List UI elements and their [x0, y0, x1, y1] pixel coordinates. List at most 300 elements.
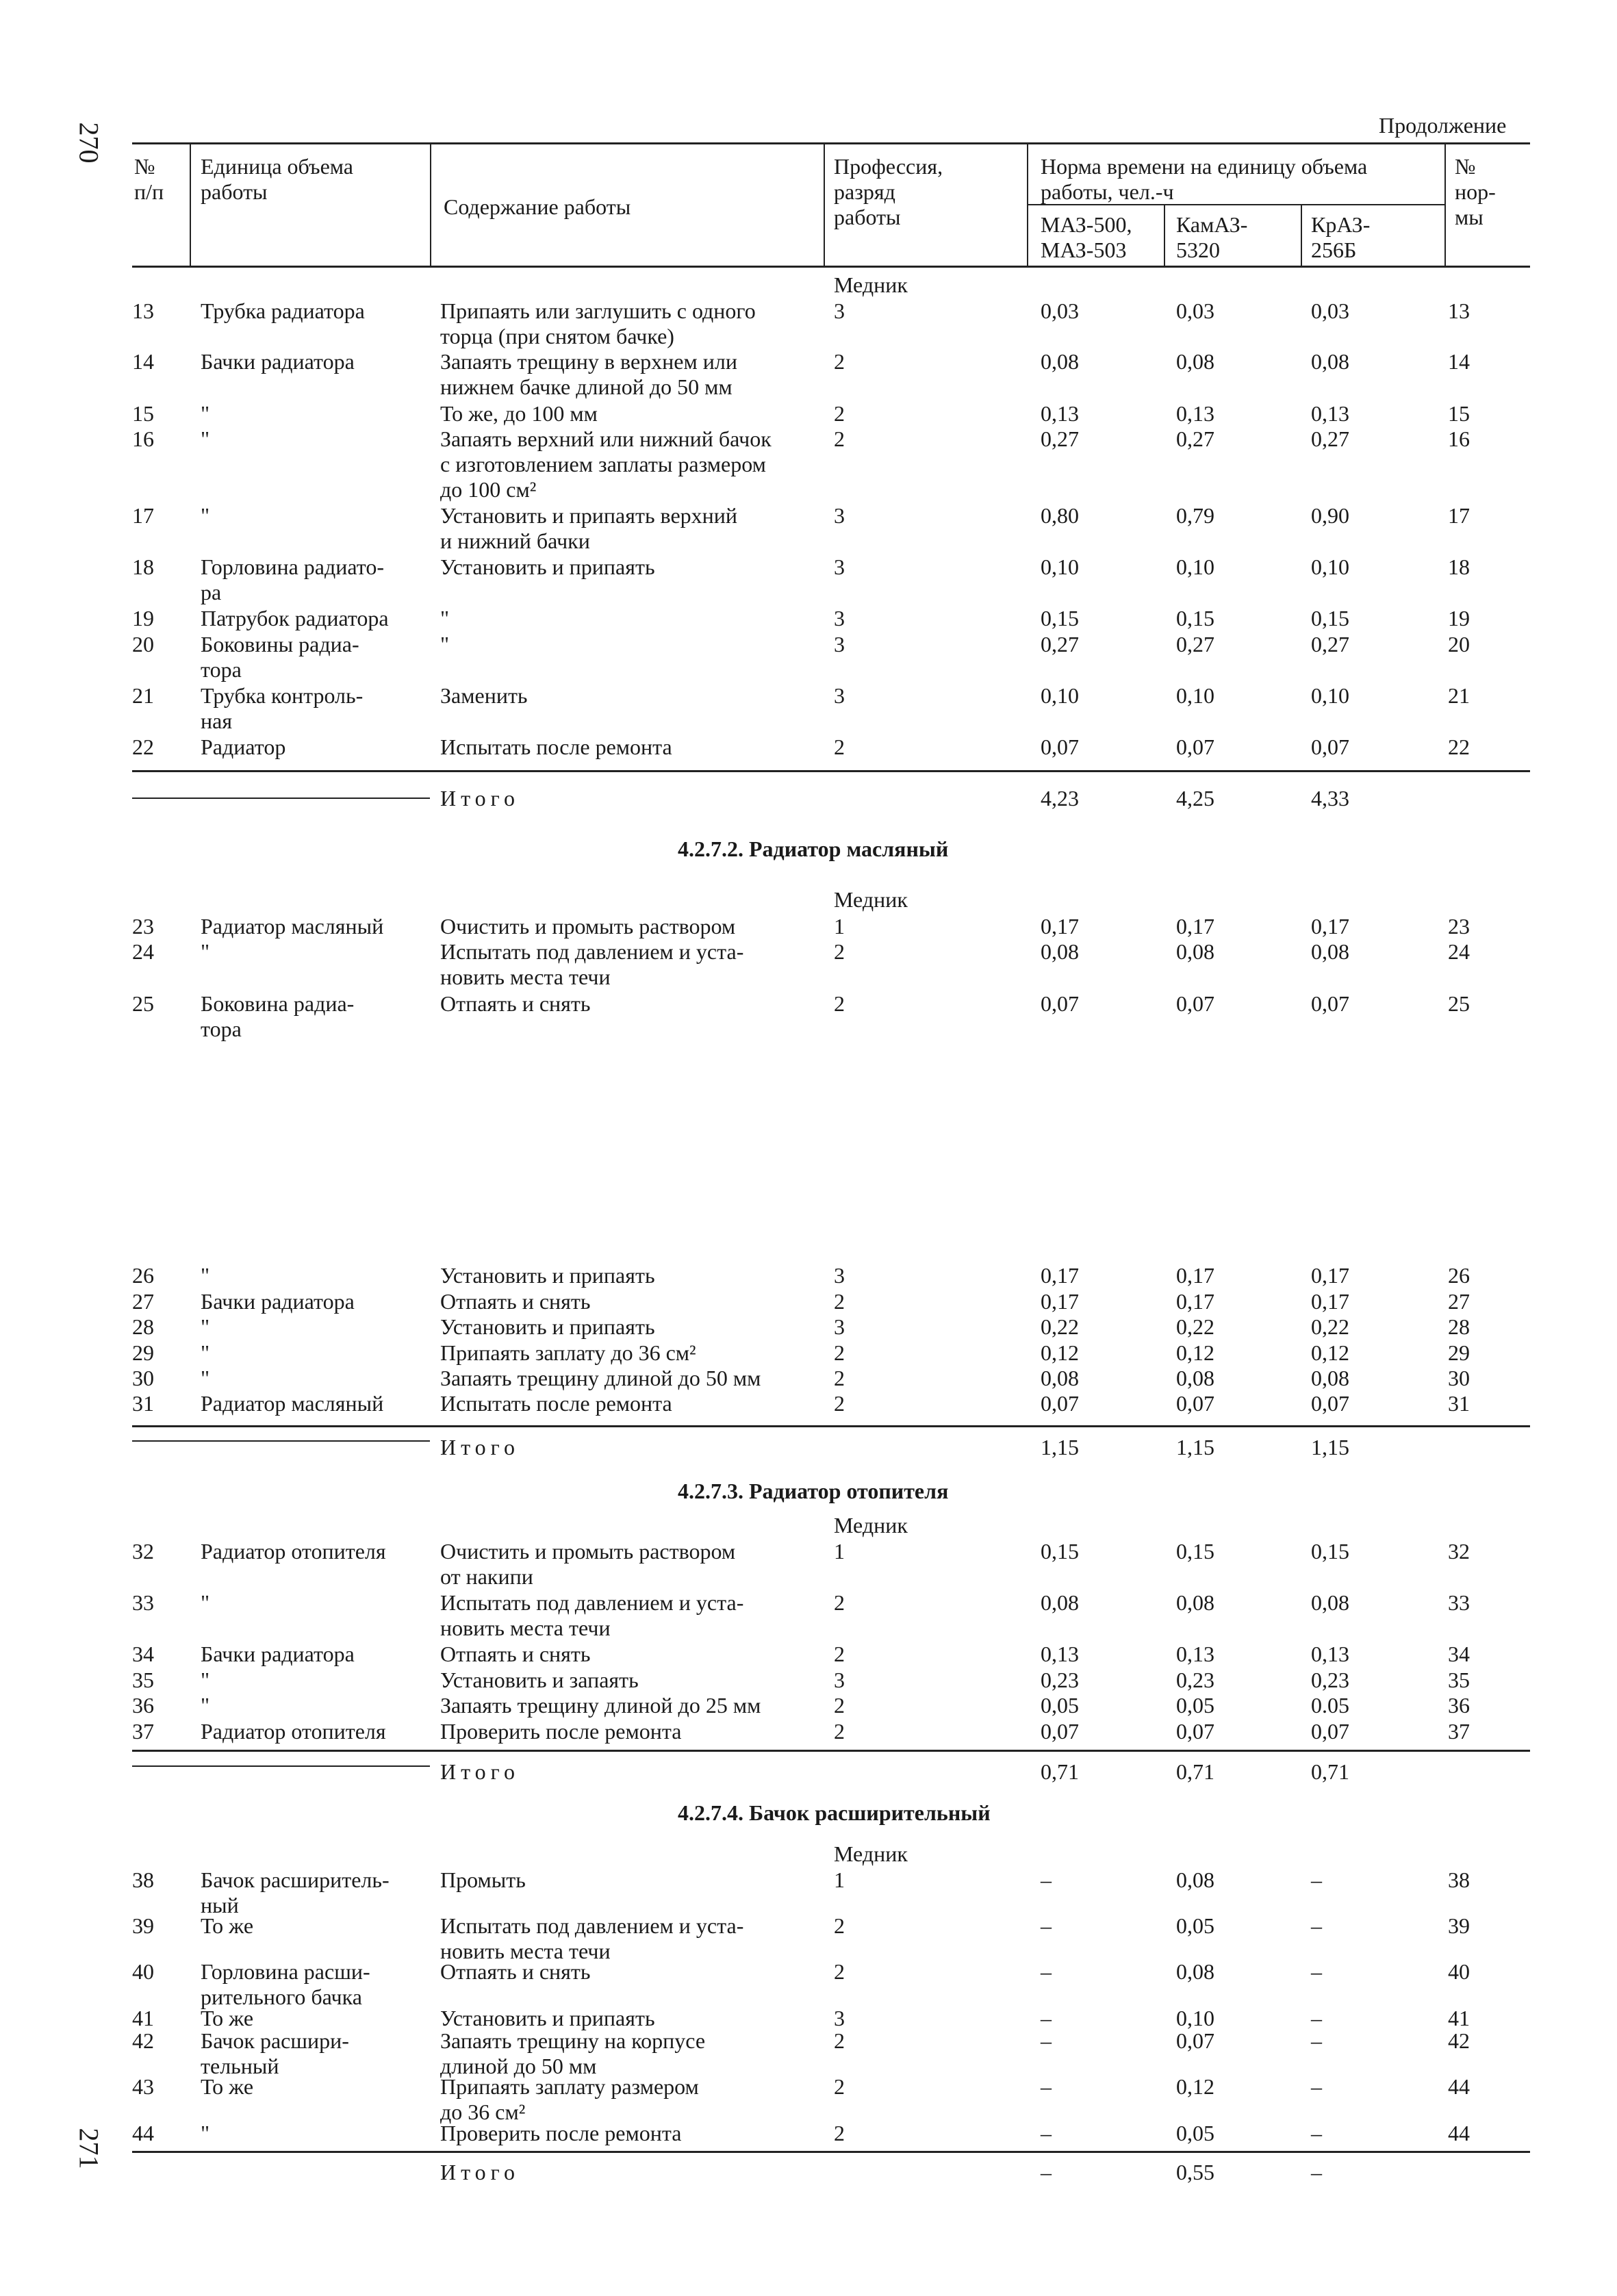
row-unit: рительного бачка: [201, 1985, 362, 2009]
row-norm-number: 26: [1448, 1263, 1470, 1288]
row-grade: 1: [834, 1867, 845, 1892]
row-unit: ": [201, 1314, 210, 1339]
total-kraz: 0,71: [1311, 1759, 1349, 1784]
row-number: 20: [132, 632, 154, 656]
row-grade: 2: [834, 2028, 845, 2053]
rule-line: [132, 1750, 1530, 1752]
row-maz: 0,17: [1041, 1289, 1079, 1314]
row-unit: ": [201, 426, 210, 451]
row-norm-number: 21: [1448, 683, 1470, 708]
header-norm-number: нор-: [1455, 179, 1496, 204]
rule-line: [132, 266, 1530, 268]
header-kamaz: КамАЗ-: [1176, 212, 1248, 237]
row-norm-number: 19: [1448, 606, 1470, 630]
profession-label: Медник: [834, 887, 908, 912]
row-unit: То же: [201, 1913, 254, 1938]
rule-line: [132, 2151, 1530, 2153]
row-unit: ": [201, 1693, 210, 1718]
row-norm-number: 36: [1448, 1693, 1470, 1718]
row-norm-number: 18: [1448, 554, 1470, 579]
row-number: 41: [132, 2006, 154, 2030]
row-kraz: 0,22: [1311, 1314, 1349, 1339]
row-number: 14: [132, 349, 154, 374]
row-kamaz: 0,08: [1176, 349, 1214, 374]
row-kraz: 0,07: [1311, 1719, 1349, 1744]
row-kamaz: 0,17: [1176, 1289, 1214, 1314]
row-kraz: –: [1311, 2028, 1322, 2053]
row-work: Проверить после ремонта: [440, 2121, 682, 2145]
row-maz: 0,08: [1041, 1366, 1079, 1390]
row-number: 44: [132, 2121, 154, 2145]
row-grade: 2: [834, 1391, 845, 1416]
header-maz: МАЗ-500,: [1041, 212, 1132, 237]
row-maz: 0,27: [1041, 632, 1079, 656]
total-kraz: 1,15: [1311, 1435, 1349, 1459]
row-kamaz: 0,27: [1176, 632, 1214, 656]
row-kraz: 0,15: [1311, 1539, 1349, 1564]
row-norm-number: 22: [1448, 735, 1470, 759]
total-kraz: 4,33: [1311, 786, 1349, 811]
total-kraz: –: [1311, 2160, 1322, 2184]
row-work: Установить и запаять: [440, 1668, 639, 1692]
row-number: 38: [132, 1867, 154, 1892]
page-number-top: 270: [73, 122, 105, 164]
row-kraz: –: [1311, 2006, 1322, 2030]
row-work: Испытать под давлением и уста-: [440, 939, 744, 964]
row-maz: 0,23: [1041, 1668, 1079, 1692]
header-num: №: [134, 154, 155, 179]
row-work: Очистить и промыть раствором: [440, 914, 736, 939]
row-maz: 0,12: [1041, 1340, 1079, 1365]
row-kraz: 0,10: [1311, 554, 1349, 579]
row-norm-number: 14: [1448, 349, 1470, 374]
row-norm-number: 38: [1448, 1867, 1470, 1892]
header-num: п/п: [134, 179, 164, 204]
row-maz: 0,17: [1041, 914, 1079, 939]
row-kraz: 0.05: [1311, 1693, 1349, 1718]
row-grade: 3: [834, 2006, 845, 2030]
row-grade: 2: [834, 1590, 845, 1615]
row-kraz: 0,08: [1311, 349, 1349, 374]
row-grade: 2: [834, 1959, 845, 1984]
row-grade: 2: [834, 1289, 845, 1314]
row-kraz: 0,17: [1311, 914, 1349, 939]
column-divider: [1301, 205, 1302, 266]
row-unit: ": [201, 503, 210, 528]
row-kraz: 0,90: [1311, 503, 1349, 528]
row-unit: тора: [201, 657, 242, 682]
row-kamaz: 0,08: [1176, 1959, 1214, 1984]
row-work: Установить и припаять: [440, 554, 655, 579]
row-kamaz: 0,07: [1176, 1719, 1214, 1744]
row-work: новить места течи: [440, 965, 611, 989]
row-maz: 0,80: [1041, 503, 1079, 528]
section-title: 4.2.7.3. Радиатор отопителя: [678, 1479, 949, 1503]
row-number: 28: [132, 1314, 154, 1339]
header-profession: работы: [834, 205, 901, 229]
row-grade: 3: [834, 554, 845, 579]
row-norm-number: 24: [1448, 939, 1470, 964]
row-unit: То же: [201, 2006, 254, 2030]
row-work: и нижний бачки: [440, 528, 590, 553]
row-number: 43: [132, 2074, 154, 2099]
row-work: Испытать после ремонта: [440, 735, 672, 759]
row-kraz: 0,07: [1311, 1391, 1349, 1416]
row-grade: 2: [834, 939, 845, 964]
row-work: Запаять трещину на корпусе: [440, 2028, 706, 2053]
row-work: Установить и припаять: [440, 2006, 655, 2030]
header-kraz: КрАЗ-: [1311, 212, 1371, 237]
profession-label: Медник: [834, 272, 908, 297]
row-work: торца (при снятом бачке): [440, 324, 674, 348]
rule-line: [132, 798, 430, 799]
row-grade: 3: [834, 1263, 845, 1288]
row-work: Припаять заплату до 36 см²: [440, 1340, 696, 1365]
row-grade: 1: [834, 1539, 845, 1564]
row-norm-number: 44: [1448, 2121, 1470, 2145]
row-unit: Бачки радиатора: [201, 349, 355, 374]
row-unit: Боковина радиа-: [201, 991, 355, 1016]
row-maz: –: [1041, 1913, 1052, 1938]
row-grade: 2: [834, 2121, 845, 2145]
row-grade: 3: [834, 683, 845, 708]
total-kamaz: 0,55: [1176, 2160, 1214, 2184]
row-work: Припаять заплату размером: [440, 2074, 699, 2099]
row-kraz: 0,12: [1311, 1340, 1349, 1365]
row-maz: 0,15: [1041, 1539, 1079, 1564]
row-maz: 0,13: [1041, 401, 1079, 426]
row-kamaz: 0,12: [1176, 1340, 1214, 1365]
row-maz: –: [1041, 2074, 1052, 2099]
row-kamaz: 0,15: [1176, 606, 1214, 630]
row-number: 32: [132, 1539, 154, 1564]
header-content: Содержание работы: [444, 194, 631, 219]
row-grade: 2: [834, 735, 845, 759]
row-unit: Боковины радиа-: [201, 632, 359, 656]
row-kraz: 0,08: [1311, 939, 1349, 964]
row-norm-number: 30: [1448, 1366, 1470, 1390]
row-maz: 0,17: [1041, 1263, 1079, 1288]
row-work: нижнем бачке длиной до 50 мм: [440, 374, 733, 399]
row-grade: 1: [834, 914, 845, 939]
row-kraz: 0,17: [1311, 1289, 1349, 1314]
total-maz: 4,23: [1041, 786, 1079, 811]
row-work: Заменить: [440, 683, 528, 708]
row-maz: 0,22: [1041, 1314, 1079, 1339]
header-norm-number: №: [1455, 154, 1476, 179]
row-maz: 0,13: [1041, 1642, 1079, 1666]
row-number: 37: [132, 1719, 154, 1744]
row-kraz: 0,17: [1311, 1263, 1349, 1288]
total-kamaz: 0,71: [1176, 1759, 1214, 1784]
row-kamaz: 0,27: [1176, 426, 1214, 451]
row-unit: Горловина расши-: [201, 1959, 370, 1984]
row-kamaz: 0,17: [1176, 914, 1214, 939]
row-maz: 0,07: [1041, 1391, 1079, 1416]
row-work: Испытать после ремонта: [440, 1391, 672, 1416]
row-unit: тора: [201, 1017, 242, 1041]
rule-line: [132, 1440, 430, 1442]
row-unit: ": [201, 1263, 210, 1288]
row-kraz: 0,08: [1311, 1590, 1349, 1615]
row-norm-number: 28: [1448, 1314, 1470, 1339]
row-kraz: 0,23: [1311, 1668, 1349, 1692]
row-norm-number: 34: [1448, 1642, 1470, 1666]
row-number: 25: [132, 991, 154, 1016]
row-maz: –: [1041, 1867, 1052, 1892]
page-number-bottom: 271: [73, 2128, 105, 2169]
row-number: 18: [132, 554, 154, 579]
row-work: новить места течи: [440, 1616, 611, 1640]
row-number: 19: [132, 606, 154, 630]
row-unit: Трубка контроль-: [201, 683, 364, 708]
header-kraz: 256Б: [1311, 238, 1357, 262]
row-grade: 3: [834, 606, 845, 630]
row-work: Отпаять и снять: [440, 1642, 591, 1666]
row-kamaz: 0,08: [1176, 1590, 1214, 1615]
row-grade: 2: [834, 401, 845, 426]
total-maz: –: [1041, 2160, 1052, 2184]
row-kamaz: 0,07: [1176, 2028, 1214, 2053]
row-work: Очистить и промыть раствором: [440, 1539, 736, 1564]
row-work: Запаять трещину длиной до 25 мм: [440, 1693, 761, 1718]
row-work: до 100 см²: [440, 477, 537, 502]
row-unit: Патрубок радиатора: [201, 606, 389, 630]
row-unit: ": [201, 401, 210, 426]
column-divider: [430, 142, 431, 266]
row-maz: –: [1041, 2028, 1052, 2053]
row-number: 23: [132, 914, 154, 939]
column-divider: [1444, 142, 1446, 266]
row-unit: Горловина радиато-: [201, 554, 384, 579]
row-number: 15: [132, 401, 154, 426]
row-unit: ": [201, 2121, 210, 2145]
row-unit: Радиатор отопителя: [201, 1719, 386, 1744]
row-kraz: 0,10: [1311, 683, 1349, 708]
row-number: 42: [132, 2028, 154, 2053]
row-grade: 3: [834, 503, 845, 528]
row-work: Проверить после ремонта: [440, 1719, 682, 1744]
row-kamaz: 0,08: [1176, 1366, 1214, 1390]
row-kamaz: 0,17: [1176, 1263, 1214, 1288]
row-norm-number: 44: [1448, 2074, 1470, 2099]
header-unit: работы: [201, 179, 268, 204]
row-grade: 2: [834, 1719, 845, 1744]
row-unit: ": [201, 1668, 210, 1692]
row-work: Испытать под давлением и уста-: [440, 1913, 744, 1938]
row-kamaz: 0,08: [1176, 1867, 1214, 1892]
row-work: Запаять трещину длиной до 50 мм: [440, 1366, 761, 1390]
row-maz: 0,03: [1041, 298, 1079, 323]
row-kamaz: 0,08: [1176, 939, 1214, 964]
row-unit: ": [201, 1590, 210, 1615]
row-norm-number: 27: [1448, 1289, 1470, 1314]
total-kamaz: 4,25: [1176, 786, 1214, 811]
row-kraz: 0,07: [1311, 991, 1349, 1016]
row-work: до 36 см²: [440, 2100, 526, 2124]
row-maz: –: [1041, 2121, 1052, 2145]
total-maz: 1,15: [1041, 1435, 1079, 1459]
row-work: Установить и припаять верхний: [440, 503, 738, 528]
row-number: 30: [132, 1366, 154, 1390]
row-work: Установить и припаять: [440, 1314, 655, 1339]
row-norm-number: 32: [1448, 1539, 1470, 1564]
row-number: 31: [132, 1391, 154, 1416]
row-norm-number: 13: [1448, 298, 1470, 323]
header-profession: разряд: [834, 179, 895, 204]
row-number: 22: [132, 735, 154, 759]
total-kamaz: 1,15: [1176, 1435, 1214, 1459]
continuation-label: Продолжение: [1379, 113, 1507, 138]
row-work: длиной до 50 мм: [440, 2054, 597, 2078]
row-norm-number: 20: [1448, 632, 1470, 656]
row-kamaz: 0,10: [1176, 683, 1214, 708]
row-norm-number: 37: [1448, 1719, 1470, 1744]
row-maz: 0,15: [1041, 606, 1079, 630]
total-label: Итого: [440, 1759, 520, 1784]
row-norm-number: 16: [1448, 426, 1470, 451]
row-grade: 2: [834, 1340, 845, 1365]
row-unit: Бачки радиатора: [201, 1642, 355, 1666]
row-norm-number: 40: [1448, 1959, 1470, 1984]
row-grade: 3: [834, 298, 845, 323]
profession-label: Медник: [834, 1513, 908, 1538]
row-kamaz: 0,13: [1176, 401, 1214, 426]
row-number: 16: [132, 426, 154, 451]
row-work: Промыть: [440, 1867, 526, 1892]
row-work: Отпаять и снять: [440, 991, 591, 1016]
row-kamaz: 0,22: [1176, 1314, 1214, 1339]
row-unit: Бачки радиатора: [201, 1289, 355, 1314]
row-kamaz: 0,07: [1176, 991, 1214, 1016]
row-unit: Трубка радиатора: [201, 298, 365, 323]
profession-label: Медник: [834, 1841, 908, 1866]
row-kamaz: 0,05: [1176, 1693, 1214, 1718]
total-maz: 0,71: [1041, 1759, 1079, 1784]
row-unit: То же: [201, 2074, 254, 2099]
total-label: Итого: [440, 1435, 520, 1459]
row-norm-number: 17: [1448, 503, 1470, 528]
row-grade: 2: [834, 2074, 845, 2099]
row-maz: 0,05: [1041, 1693, 1079, 1718]
row-work: с изготовлением заплаты размером: [440, 452, 766, 476]
row-unit: ный: [201, 1893, 239, 1917]
row-grade: 3: [834, 632, 845, 656]
total-label: Итого: [440, 2160, 520, 2184]
row-unit: Радиатор: [201, 735, 286, 759]
row-norm-number: 31: [1448, 1391, 1470, 1416]
row-work: Отпаять и снять: [440, 1959, 591, 1984]
row-work: Установить и припаять: [440, 1263, 655, 1288]
section-title: 4.2.7.4. Бачок расширительный: [678, 1800, 991, 1825]
row-work: ": [440, 632, 450, 656]
column-divider: [1164, 205, 1165, 266]
row-maz: 0,08: [1041, 349, 1079, 374]
row-unit: тельный: [201, 2054, 279, 2078]
section-title: 4.2.7.2. Радиатор масляный: [678, 837, 949, 861]
row-kraz: 0,13: [1311, 401, 1349, 426]
row-kamaz: 0,15: [1176, 1539, 1214, 1564]
row-kraz: –: [1311, 2074, 1322, 2099]
row-grade: 3: [834, 1668, 845, 1692]
row-number: 39: [132, 1913, 154, 1938]
row-number: 27: [132, 1289, 154, 1314]
row-work: Запаять трещину в верхнем или: [440, 349, 737, 374]
rule-line: [132, 1765, 430, 1767]
row-number: 40: [132, 1959, 154, 1984]
row-kraz: 0,07: [1311, 735, 1349, 759]
header-kamaz: 5320: [1176, 238, 1220, 262]
row-norm-number: 15: [1448, 401, 1470, 426]
row-number: 29: [132, 1340, 154, 1365]
row-kraz: –: [1311, 2121, 1322, 2145]
header-norm-number: мы: [1455, 205, 1484, 229]
row-maz: 0,08: [1041, 939, 1079, 964]
row-grade: 2: [834, 1913, 845, 1938]
row-unit: ": [201, 939, 210, 964]
row-kamaz: 0,07: [1176, 735, 1214, 759]
row-work: Отпаять и снять: [440, 1289, 591, 1314]
row-number: 34: [132, 1642, 154, 1666]
row-kamaz: 0,23: [1176, 1668, 1214, 1692]
row-kamaz: 0,05: [1176, 2121, 1214, 2145]
row-unit: ": [201, 1366, 210, 1390]
row-kamaz: 0,12: [1176, 2074, 1214, 2099]
row-maz: 0,27: [1041, 426, 1079, 451]
rule-line: [132, 142, 1530, 144]
row-maz: –: [1041, 1959, 1052, 1984]
row-number: 35: [132, 1668, 154, 1692]
row-unit: Радиатор масляный: [201, 1391, 384, 1416]
row-kamaz: 0,03: [1176, 298, 1214, 323]
row-number: 17: [132, 503, 154, 528]
rule-line: [132, 1425, 1530, 1427]
header-profession: Профессия,: [834, 154, 943, 179]
row-kraz: 0,03: [1311, 298, 1349, 323]
row-work: То же, до 100 мм: [440, 401, 598, 426]
row-work: Запаять верхний или нижний бачок: [440, 426, 772, 451]
row-norm-number: 35: [1448, 1668, 1470, 1692]
row-kraz: 0,08: [1311, 1366, 1349, 1390]
row-maz: 0,10: [1041, 683, 1079, 708]
row-number: 21: [132, 683, 154, 708]
row-work: Испытать под давлением и уста-: [440, 1590, 744, 1615]
total-label: Итого: [440, 786, 520, 811]
column-divider: [824, 142, 825, 266]
row-number: 26: [132, 1263, 154, 1288]
row-unit: ": [201, 1340, 210, 1365]
row-kamaz: 0,10: [1176, 554, 1214, 579]
row-unit: ная: [201, 709, 233, 733]
row-kraz: 0,15: [1311, 606, 1349, 630]
row-work: ": [440, 606, 450, 630]
row-kamaz: 0,07: [1176, 1391, 1214, 1416]
row-kraz: –: [1311, 1867, 1322, 1892]
header-norm: Норма времени на единицу объема: [1041, 154, 1368, 179]
row-number: 33: [132, 1590, 154, 1615]
row-norm-number: 23: [1448, 914, 1470, 939]
header-maz: МАЗ-503: [1041, 238, 1127, 262]
row-unit: Радиатор отопителя: [201, 1539, 386, 1564]
row-grade: 2: [834, 349, 845, 374]
row-maz: –: [1041, 2006, 1052, 2030]
row-maz: 0,08: [1041, 1590, 1079, 1615]
row-kraz: 0,13: [1311, 1642, 1349, 1666]
row-grade: 3: [834, 1314, 845, 1339]
row-kraz: –: [1311, 1959, 1322, 1984]
row-kamaz: 0,13: [1176, 1642, 1214, 1666]
row-kamaz: 0,05: [1176, 1913, 1214, 1938]
